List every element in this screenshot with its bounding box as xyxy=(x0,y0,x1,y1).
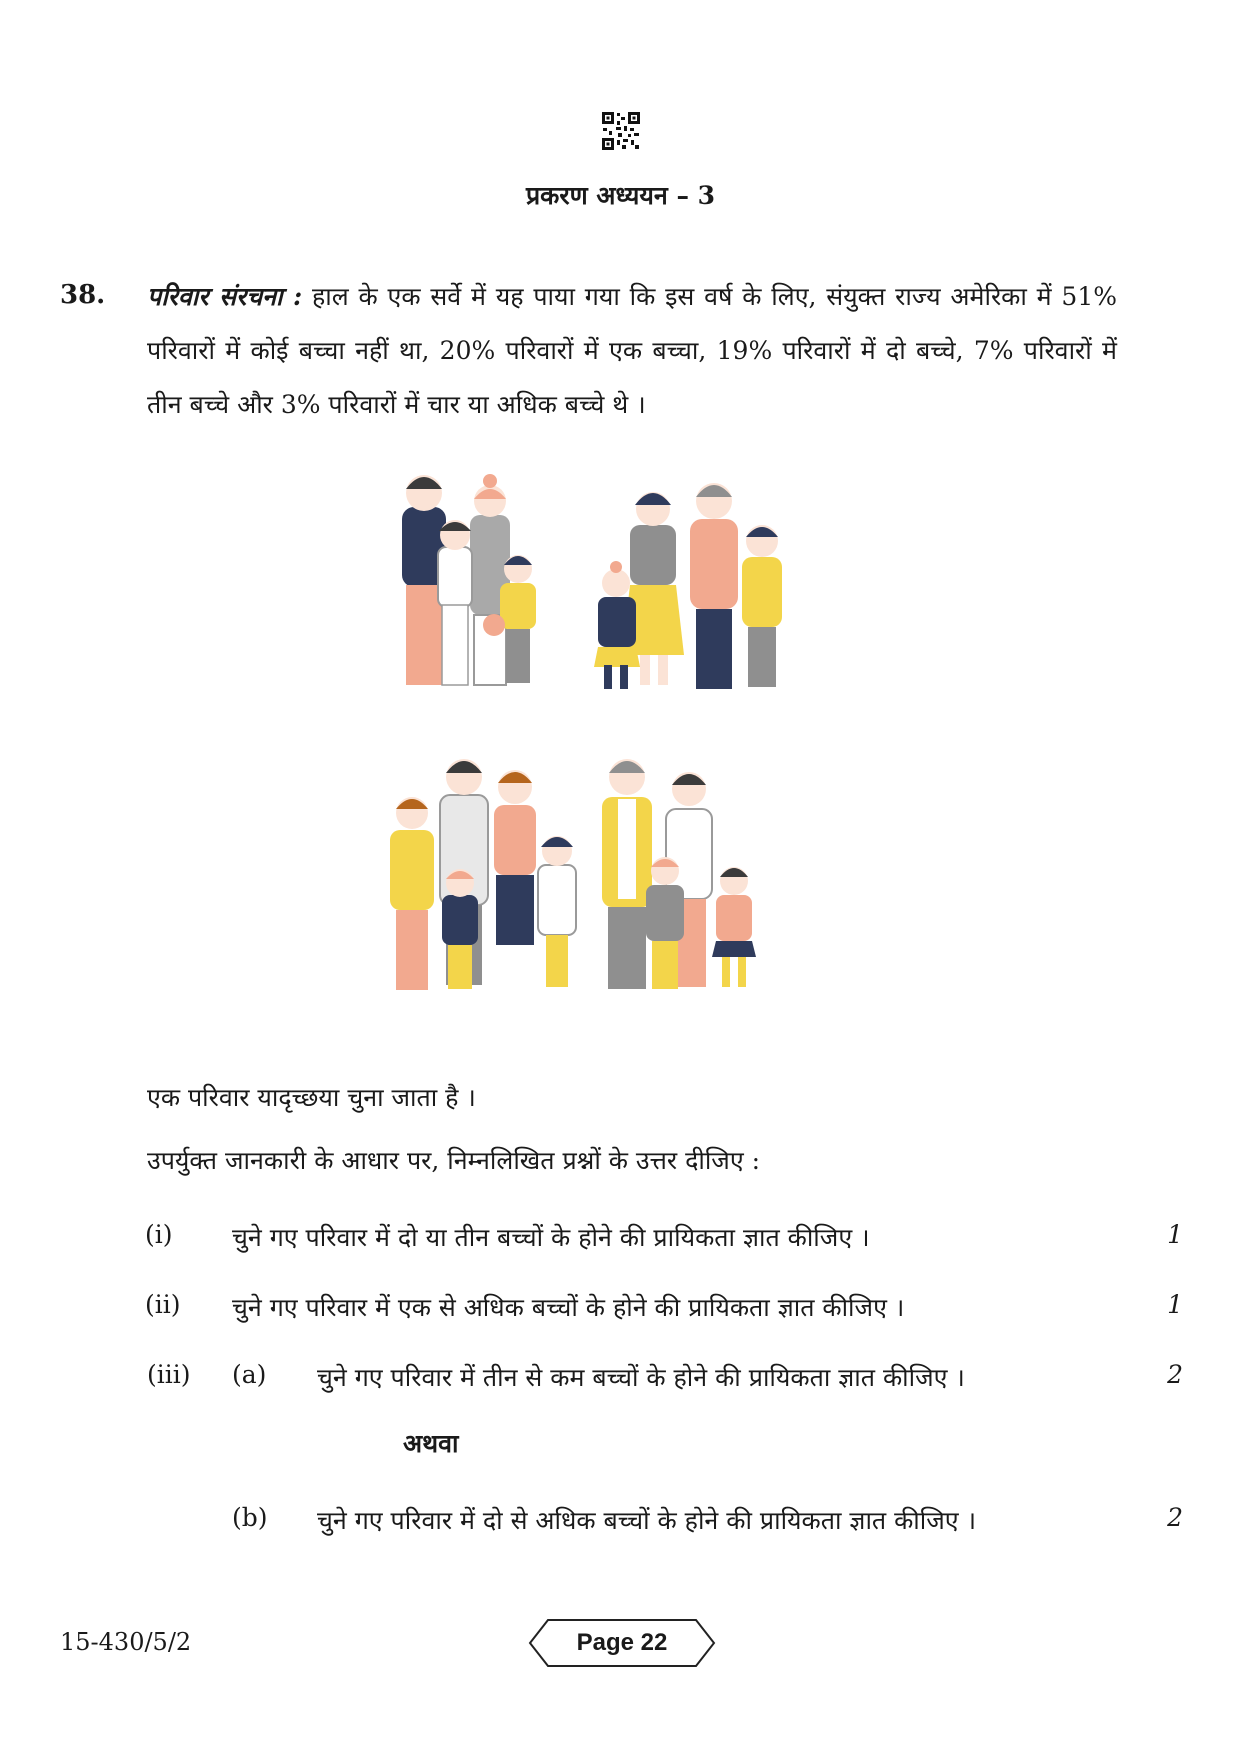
part-iii-b-text: चुने गए परिवार में दो से अधिक बच्चों के होने की प्रायिकता ज्ञात कीजिए । xyxy=(317,1506,977,1535)
instruction-line: उपर्युक्त जानकारी के आधार पर, निम्नलिखित प्रश्नों के उत्तर दीजिए : xyxy=(147,1146,761,1175)
family-group-1 xyxy=(402,474,536,685)
question-statement xyxy=(147,270,1117,432)
part-ii-label: (ii) xyxy=(145,1290,181,1319)
part-ii-text: चुने गए परिवार में एक से अधिक बच्चों के होने की प्रायिकता ज्ञात कीजिए । xyxy=(232,1293,905,1322)
family-group-3 xyxy=(390,759,576,990)
part-iii-a-marks: 2 xyxy=(1167,1360,1183,1389)
selection-line: एक परिवार यादृच्छया चुना जाता है । xyxy=(147,1083,476,1112)
part-iii-a-text: चुने गए परिवार में तीन से कम बच्चों के होने की प्रायिकता ज्ञात कीजिए । xyxy=(317,1363,965,1392)
question-number: 38. xyxy=(60,280,106,310)
page-number: Page 22 xyxy=(576,1629,668,1656)
part-iii-label: (iii) xyxy=(147,1360,191,1389)
page-number-badge xyxy=(528,1618,716,1668)
statement-text: हाल के एक सर्वे में यह पाया गया कि इस वर्ष के लिए, संयुक्त राज्य अमेरिका में 51% परिवारों में कोई बच्चा नहीं था, 20% परिवारों में एक बच्चा, 19% परिवारों में दो बच्चे, 7% परिवारों में तीन बच्चे और 3% परिवारों में चार या अधिक बच्चे थे । xyxy=(147,282,1117,419)
part-i-text: चुने गए परिवार में दो या तीन बच्चों के होने की प्रायिकता ज्ञात कीजिए । xyxy=(232,1223,870,1252)
family-group-4 xyxy=(602,759,756,989)
qr-code-icon xyxy=(602,112,640,150)
question-topic: परिवार संरचना : xyxy=(147,282,303,311)
part-iii-b-label: (b) xyxy=(232,1503,268,1532)
section-title: प्रकरण अध्ययन – 3 xyxy=(525,181,716,210)
part-iii-b-marks: 2 xyxy=(1167,1503,1183,1532)
part-iii-a-label: (a) xyxy=(232,1360,267,1389)
part-ii-marks: 1 xyxy=(1167,1290,1183,1319)
or-word: अथवा xyxy=(403,1429,459,1458)
family-groups-illustration xyxy=(390,465,860,1025)
part-i-label: (i) xyxy=(145,1220,173,1249)
family-group-2 xyxy=(594,483,782,689)
part-i-marks: 1 xyxy=(1167,1220,1183,1249)
paper-code: 15-430/5/2 xyxy=(60,1628,192,1656)
